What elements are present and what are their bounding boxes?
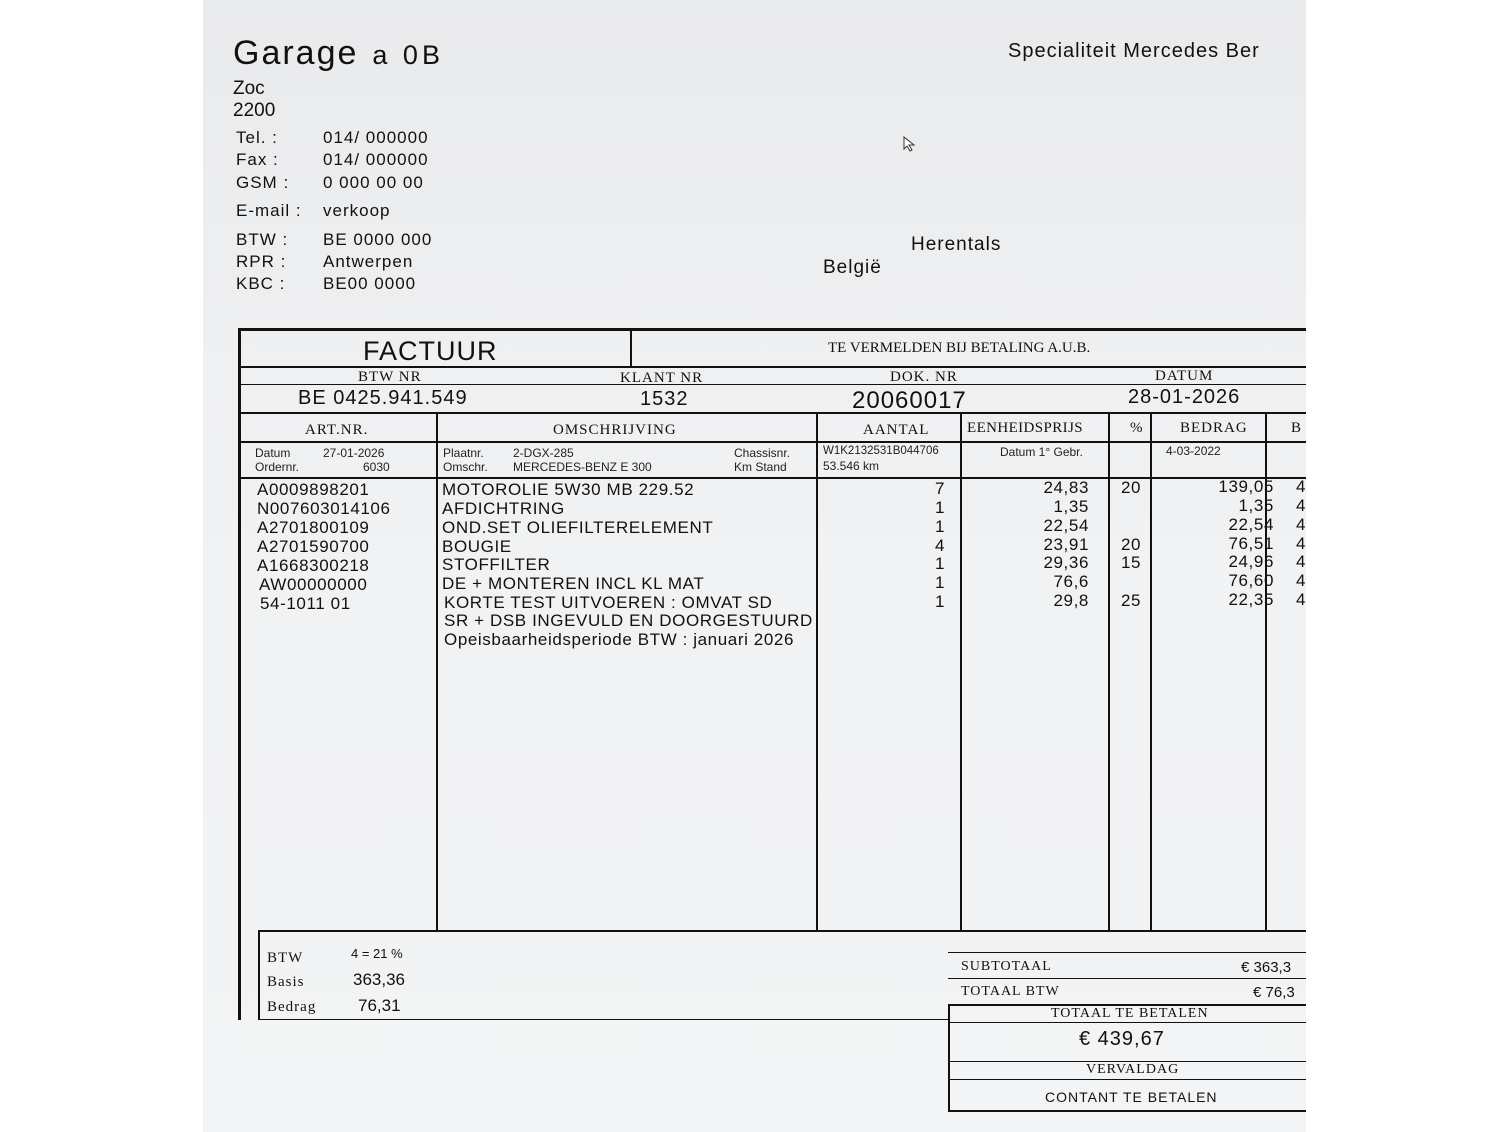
vehicle-omschr: MERCEDES-BENZ E 300	[513, 460, 652, 474]
line-btw: 4	[1296, 552, 1306, 571]
subtotaal-value: € 363,3	[1241, 959, 1292, 976]
vehicle-datum: 27-01-2026	[323, 446, 385, 460]
line-desc: OND.SET OLIEFILTERELEMENT	[442, 518, 714, 537]
total-box-bottom	[948, 1110, 1306, 1112]
line-desc: MOTOROLIE 5W30 MB 229.52	[442, 480, 695, 499]
btw-summary-label: BTW	[267, 950, 304, 966]
line-pct: 25	[1121, 591, 1142, 610]
line-amount: 24,96	[1228, 552, 1274, 571]
contact-label-gsm: GSM :	[236, 173, 290, 192]
total-box-rule-3	[950, 1079, 1306, 1080]
factuur-divider	[630, 331, 632, 367]
extra-line: SR + DSB INGEVULD EN DOORGESTUURD	[444, 611, 813, 630]
address-street: Zoc	[233, 78, 265, 99]
btw-nr-value: BE 0425.941.549	[298, 387, 468, 409]
rule-3	[241, 412, 1306, 414]
line-btw: 4	[1296, 590, 1306, 609]
vline-aantal	[960, 414, 962, 930]
contact-label-fax: Fax :	[236, 150, 279, 169]
line-pct: 20	[1121, 478, 1142, 497]
contact-value-fax: 014/ 000000	[323, 150, 429, 169]
line-price: 1,35	[1053, 497, 1089, 516]
contact-label-rpr: RPR :	[236, 252, 287, 271]
btw-box-left	[258, 930, 260, 1020]
line-desc: AFDICHTRING	[442, 499, 565, 518]
vehicle-chassis-label: Chassisnr.	[734, 446, 791, 460]
vehicle-ordernr: 6030	[363, 460, 390, 474]
line-amount: 22,35	[1228, 590, 1274, 609]
rule-sub-1	[948, 952, 1306, 953]
line-price: 22,54	[1043, 516, 1089, 535]
rule-5	[241, 477, 1306, 479]
datum-label: DATUM	[1155, 368, 1214, 384]
contact-value-email: verkoop	[323, 201, 391, 220]
col-eenheidsprijs: EENHEIDSPRIJS	[967, 420, 1084, 436]
line-btw: 4	[1296, 477, 1306, 496]
extra-line: Opeisbaarheidsperiode BTW : januari 2026	[444, 630, 795, 649]
vline-prijs	[1108, 414, 1110, 930]
vehicle-omschr-label: Omschr.	[443, 460, 488, 474]
line-qty: 1	[934, 498, 945, 517]
line-desc: KORTE TEST UITVOEREN : OMVAT SD	[444, 593, 773, 612]
line-btw: 4	[1296, 571, 1306, 590]
btw-summary-value: 4 = 21 %	[351, 946, 403, 961]
line-pct: 15	[1121, 553, 1142, 572]
line-price: 23,91	[1043, 535, 1089, 554]
total-box-rule-1	[950, 1022, 1306, 1023]
vline-omschr	[816, 414, 818, 930]
line-amount: 139,05	[1218, 477, 1274, 496]
line-desc: STOFFILTER	[442, 555, 551, 574]
line-pct: 20	[1121, 535, 1142, 554]
vehicle-plaatnr: 2-DGX-285	[513, 446, 574, 460]
col-btw: B	[1291, 420, 1303, 436]
bedrag-label: Bedrag	[267, 999, 317, 1015]
col-aantal: AANTAL	[863, 422, 930, 438]
line-amount: 1,35	[1238, 496, 1274, 515]
dok-nr-value: 20060017	[852, 387, 967, 414]
vline-pct	[1150, 414, 1152, 930]
col-bedrag: BEDRAG	[1180, 420, 1248, 436]
garage-name	[233, 34, 444, 73]
line-amount: 22,54	[1228, 515, 1274, 534]
rule-sub-2	[948, 978, 1306, 979]
line-btw: 4	[1296, 534, 1306, 553]
line-price: 29,8	[1053, 591, 1089, 610]
payment-note: TE VERMELDEN BIJ BETALING A.U.B.	[828, 340, 1091, 356]
line-art: A2701590700	[257, 537, 370, 556]
line-qty: 4	[934, 536, 945, 555]
contact-label-email: E-mail :	[236, 201, 302, 220]
contact-value-rpr: Antwerpen	[323, 252, 414, 271]
vehicle-km-label: Km Stand	[734, 460, 787, 474]
line-btw: 4	[1296, 515, 1306, 534]
invoice-photo	[203, 0, 1306, 1132]
contact-label-tel: Tel. :	[236, 128, 278, 147]
totaal-btw-label: TOTAAL BTW	[961, 984, 1060, 999]
rule-4	[241, 441, 1306, 443]
line-qty: 7	[934, 479, 945, 498]
subtotaal-label: SUBTOTAAL	[961, 959, 1052, 974]
line-art: A2701800109	[257, 518, 370, 537]
line-price: 76,6	[1053, 572, 1089, 591]
line-amount: 76,51	[1228, 534, 1274, 553]
vervaldag-label: VERVALDAG	[1086, 1062, 1180, 1077]
vehicle-first-use-label: Datum 1° Gebr.	[1000, 445, 1083, 459]
contact-value-gsm: 0 000 00 00	[323, 173, 424, 192]
line-art: A0009898201	[257, 480, 370, 499]
line-price: 24,83	[1043, 478, 1089, 497]
contant-label: CONTANT TE BETALEN	[1045, 1089, 1218, 1105]
contact-value-tel: 014/ 000000	[323, 128, 429, 147]
line-qty: 1	[934, 592, 945, 611]
line-qty: 1	[934, 554, 945, 573]
line-art: A1668300218	[257, 556, 370, 575]
datum-value: 28-01-2026	[1128, 386, 1241, 408]
te-betalen-value: € 439,67	[1079, 1028, 1165, 1050]
te-betalen-label: TOTAAL TE BETALEN	[1051, 1006, 1209, 1021]
line-qty: 1	[934, 517, 945, 536]
total-box-left	[948, 1004, 950, 1112]
vline-art	[436, 414, 438, 930]
line-desc: BOUGIE	[442, 537, 512, 556]
vehicle-ordernr-label: Ordernr.	[255, 460, 300, 474]
contact-label-kbc: KBC :	[236, 274, 286, 293]
contact-label-btw: BTW :	[236, 230, 289, 249]
bedrag-value: 76,31	[358, 996, 401, 1015]
col-pct: %	[1130, 420, 1144, 436]
klant-nr-value: 1532	[640, 388, 689, 410]
vehicle-chassis: W1K2132531B044706	[823, 445, 939, 457]
dok-nr-label: DOK. NR	[890, 369, 958, 385]
totaal-btw-value: € 76,3	[1253, 984, 1295, 1001]
vehicle-km: 53.546 km	[823, 459, 880, 473]
specialty-line: Specialiteit Mercedes Ber	[1008, 40, 1260, 62]
col-art-nr: ART.NR.	[305, 422, 369, 438]
line-btw: 4	[1296, 496, 1306, 515]
klant-nr-label: KLANT NR	[620, 370, 704, 386]
garage-title-suffix: a 0B	[372, 40, 444, 70]
rule-bottom	[258, 930, 1306, 932]
customer-city: Herentals	[911, 234, 1002, 255]
line-art: AW00000000	[259, 575, 368, 594]
btw-nr-label: BTW NR	[358, 369, 422, 385]
contact-value-btw: BE 0000 000	[323, 230, 433, 249]
mouse-cursor-icon	[903, 136, 917, 157]
garage-title: Garage	[233, 34, 359, 72]
line-desc: DE + MONTEREN INCL KL MAT	[442, 574, 705, 593]
vehicle-datum-label: Datum	[255, 446, 291, 460]
basis-value: 363,36	[353, 970, 405, 989]
address-city: 2200	[233, 100, 276, 121]
vehicle-plaatnr-label: Plaatnr.	[443, 446, 484, 460]
line-price: 29,36	[1043, 553, 1089, 572]
col-omschrijving: OMSCHRIJVING	[553, 422, 677, 438]
line-amount: 76,60	[1228, 571, 1274, 590]
line-qty: 1	[934, 573, 945, 592]
invoice-title: FACTUUR	[363, 336, 498, 366]
basis-label: Basis	[267, 974, 305, 990]
btw-box-bottom	[260, 1019, 948, 1020]
vehicle-first-use: 4-03-2022	[1166, 444, 1221, 458]
line-art: N007603014106	[257, 499, 391, 518]
table-left-border	[238, 328, 241, 1020]
table-top-border	[238, 328, 1306, 331]
line-art: 54-1011 01	[260, 594, 351, 613]
customer-country: België	[823, 257, 882, 278]
contact-value-kbc: BE00 0000	[323, 274, 417, 293]
